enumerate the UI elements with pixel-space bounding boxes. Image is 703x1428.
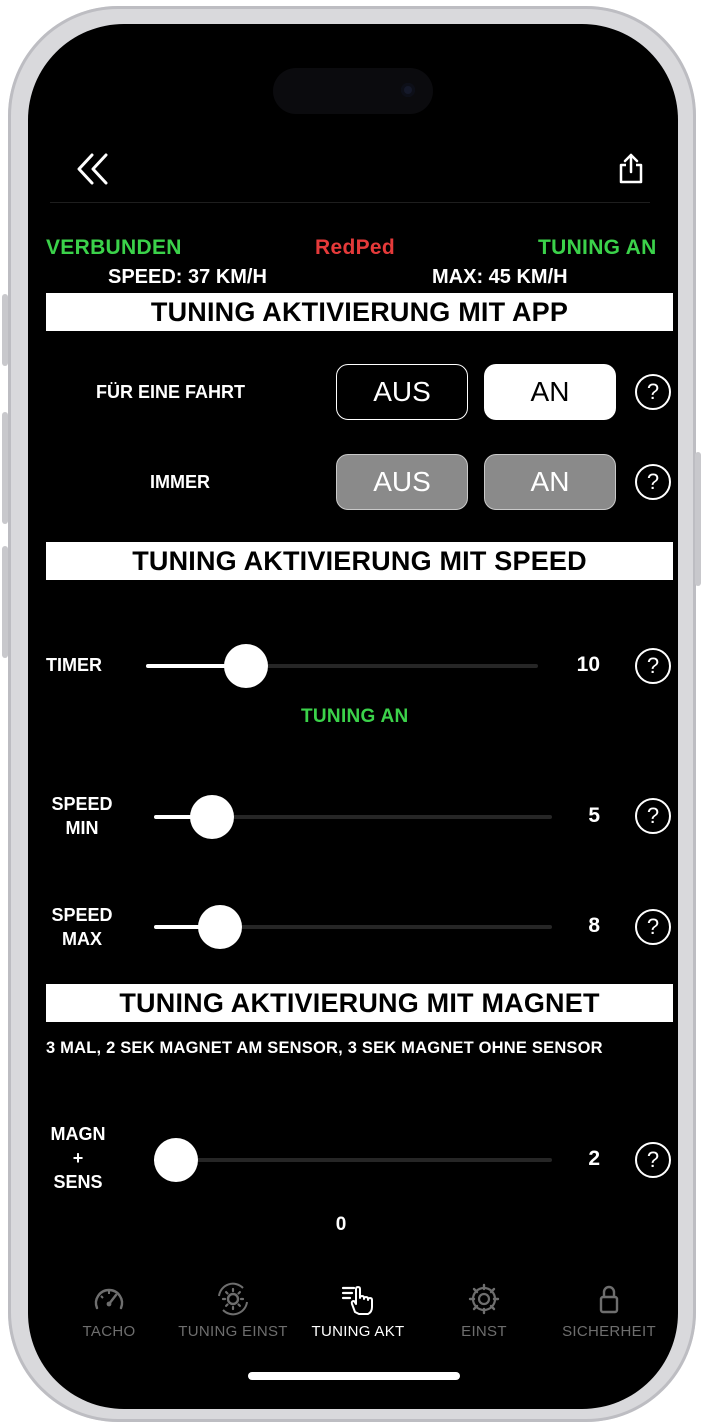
phone-volume-down-button [2,546,8,658]
speed-min-label-line2: MIN [65,818,99,838]
tab-tuning-akt[interactable] [288,1264,428,1340]
row-label-one-ride: FÜR EINE FAHRT [96,382,246,402]
always-off-button[interactable]: AUS [336,454,468,510]
speed-max-label [46,903,118,951]
timer-tuning-status: TUNING AN [301,706,409,727]
speed-max-label-line1: SPEED [51,905,113,925]
tab-einst[interactable] [414,1264,554,1340]
hand-pointer-list-icon [340,1282,376,1316]
tab-tuning-einst[interactable] [163,1264,303,1340]
app-screen [28,24,678,1409]
speedometer-icon [92,1282,126,1316]
speed-min-slider[interactable] [154,815,552,819]
always-on-button[interactable]: AN [484,454,616,510]
speed-min-slider-knob[interactable] [190,795,234,839]
max-speed: MAX: 45 KM/H [432,266,568,288]
tab-label: TUNING EINST [178,1323,288,1340]
back-button[interactable] [74,152,114,186]
help-icon[interactable]: ? [635,648,671,684]
magn-sens-label-line1: MAGN [50,1124,106,1144]
tab-tacho[interactable] [39,1264,179,1340]
magn-sens-value: 2 [588,1147,600,1170]
speed-max-slider-knob[interactable] [198,905,242,949]
magn-sens-label-line3: SENS [53,1172,103,1192]
tab-sicherheit[interactable] [539,1264,678,1340]
tab-label: TACHO [82,1323,136,1340]
timer-value: 10 [576,653,600,676]
section-title-app: TUNING AKTIVIERUNG MIT APP [46,293,673,331]
section-title-speed: TUNING AKTIVIERUNG MIT SPEED [46,542,673,580]
speed-min-label-line1: SPEED [51,794,113,814]
double-chevron-left-icon [74,152,112,186]
one-ride-off-button[interactable]: AUS [336,364,468,420]
row-label-always: IMMER [150,472,210,492]
phone-volume-up-button [2,412,8,524]
section-title-magnet: TUNING AKTIVIERUNG MIT MAGNET [46,984,673,1022]
device-name: RedPed [315,236,395,259]
tab-label: EINST [461,1323,507,1340]
lock-icon [592,1282,626,1316]
speed-max-label-line2: MAX [62,929,102,949]
magnet-instructions: 3 MAL, 2 SEK MAGNET AM SENSOR, 3 SEK MAGNET OHNE SENSOR [46,1039,603,1057]
timer-label: TIMER [46,655,102,675]
help-icon[interactable]: ? [635,1142,671,1178]
gear-icon [467,1282,501,1316]
home-indicator[interactable] [248,1372,460,1380]
timer-slider[interactable] [146,664,538,668]
phone-power-button [695,452,701,586]
timer-slider-knob[interactable] [224,644,268,688]
tab-label: SICHERHEIT [562,1323,656,1340]
camera-icon [401,83,415,97]
help-icon[interactable]: ? [635,909,671,945]
current-speed: SPEED: 37 KM/H [108,266,267,288]
dynamic-island [273,68,433,114]
magn-sens-slider-knob[interactable] [154,1138,198,1182]
magn-sens-label-line2: + [72,1148,84,1168]
gear-refresh-icon [215,1282,251,1316]
speed-max-slider[interactable] [154,925,552,929]
help-icon[interactable]: ? [635,374,671,410]
tab-label: TUNING AKT [311,1323,405,1340]
tuning-status: TUNING AN [538,236,657,259]
speed-min-label [46,792,118,840]
speed-min-value: 5 [588,804,600,827]
magn-sens-slider[interactable] [154,1158,552,1162]
tab-bar [28,1264,678,1364]
connection-status: VERBUNDEN [46,236,182,259]
phone-frame [8,6,696,1422]
help-icon[interactable]: ? [635,798,671,834]
help-icon[interactable]: ? [635,464,671,500]
magnet-counter: 0 [335,1214,347,1235]
share-icon [616,148,646,186]
share-button[interactable] [616,148,646,186]
phone-action-button [2,294,8,366]
magn-sens-label [42,1122,114,1194]
one-ride-on-button[interactable]: AN [484,364,616,420]
speed-max-value: 8 [588,914,600,937]
header-divider [50,202,650,203]
